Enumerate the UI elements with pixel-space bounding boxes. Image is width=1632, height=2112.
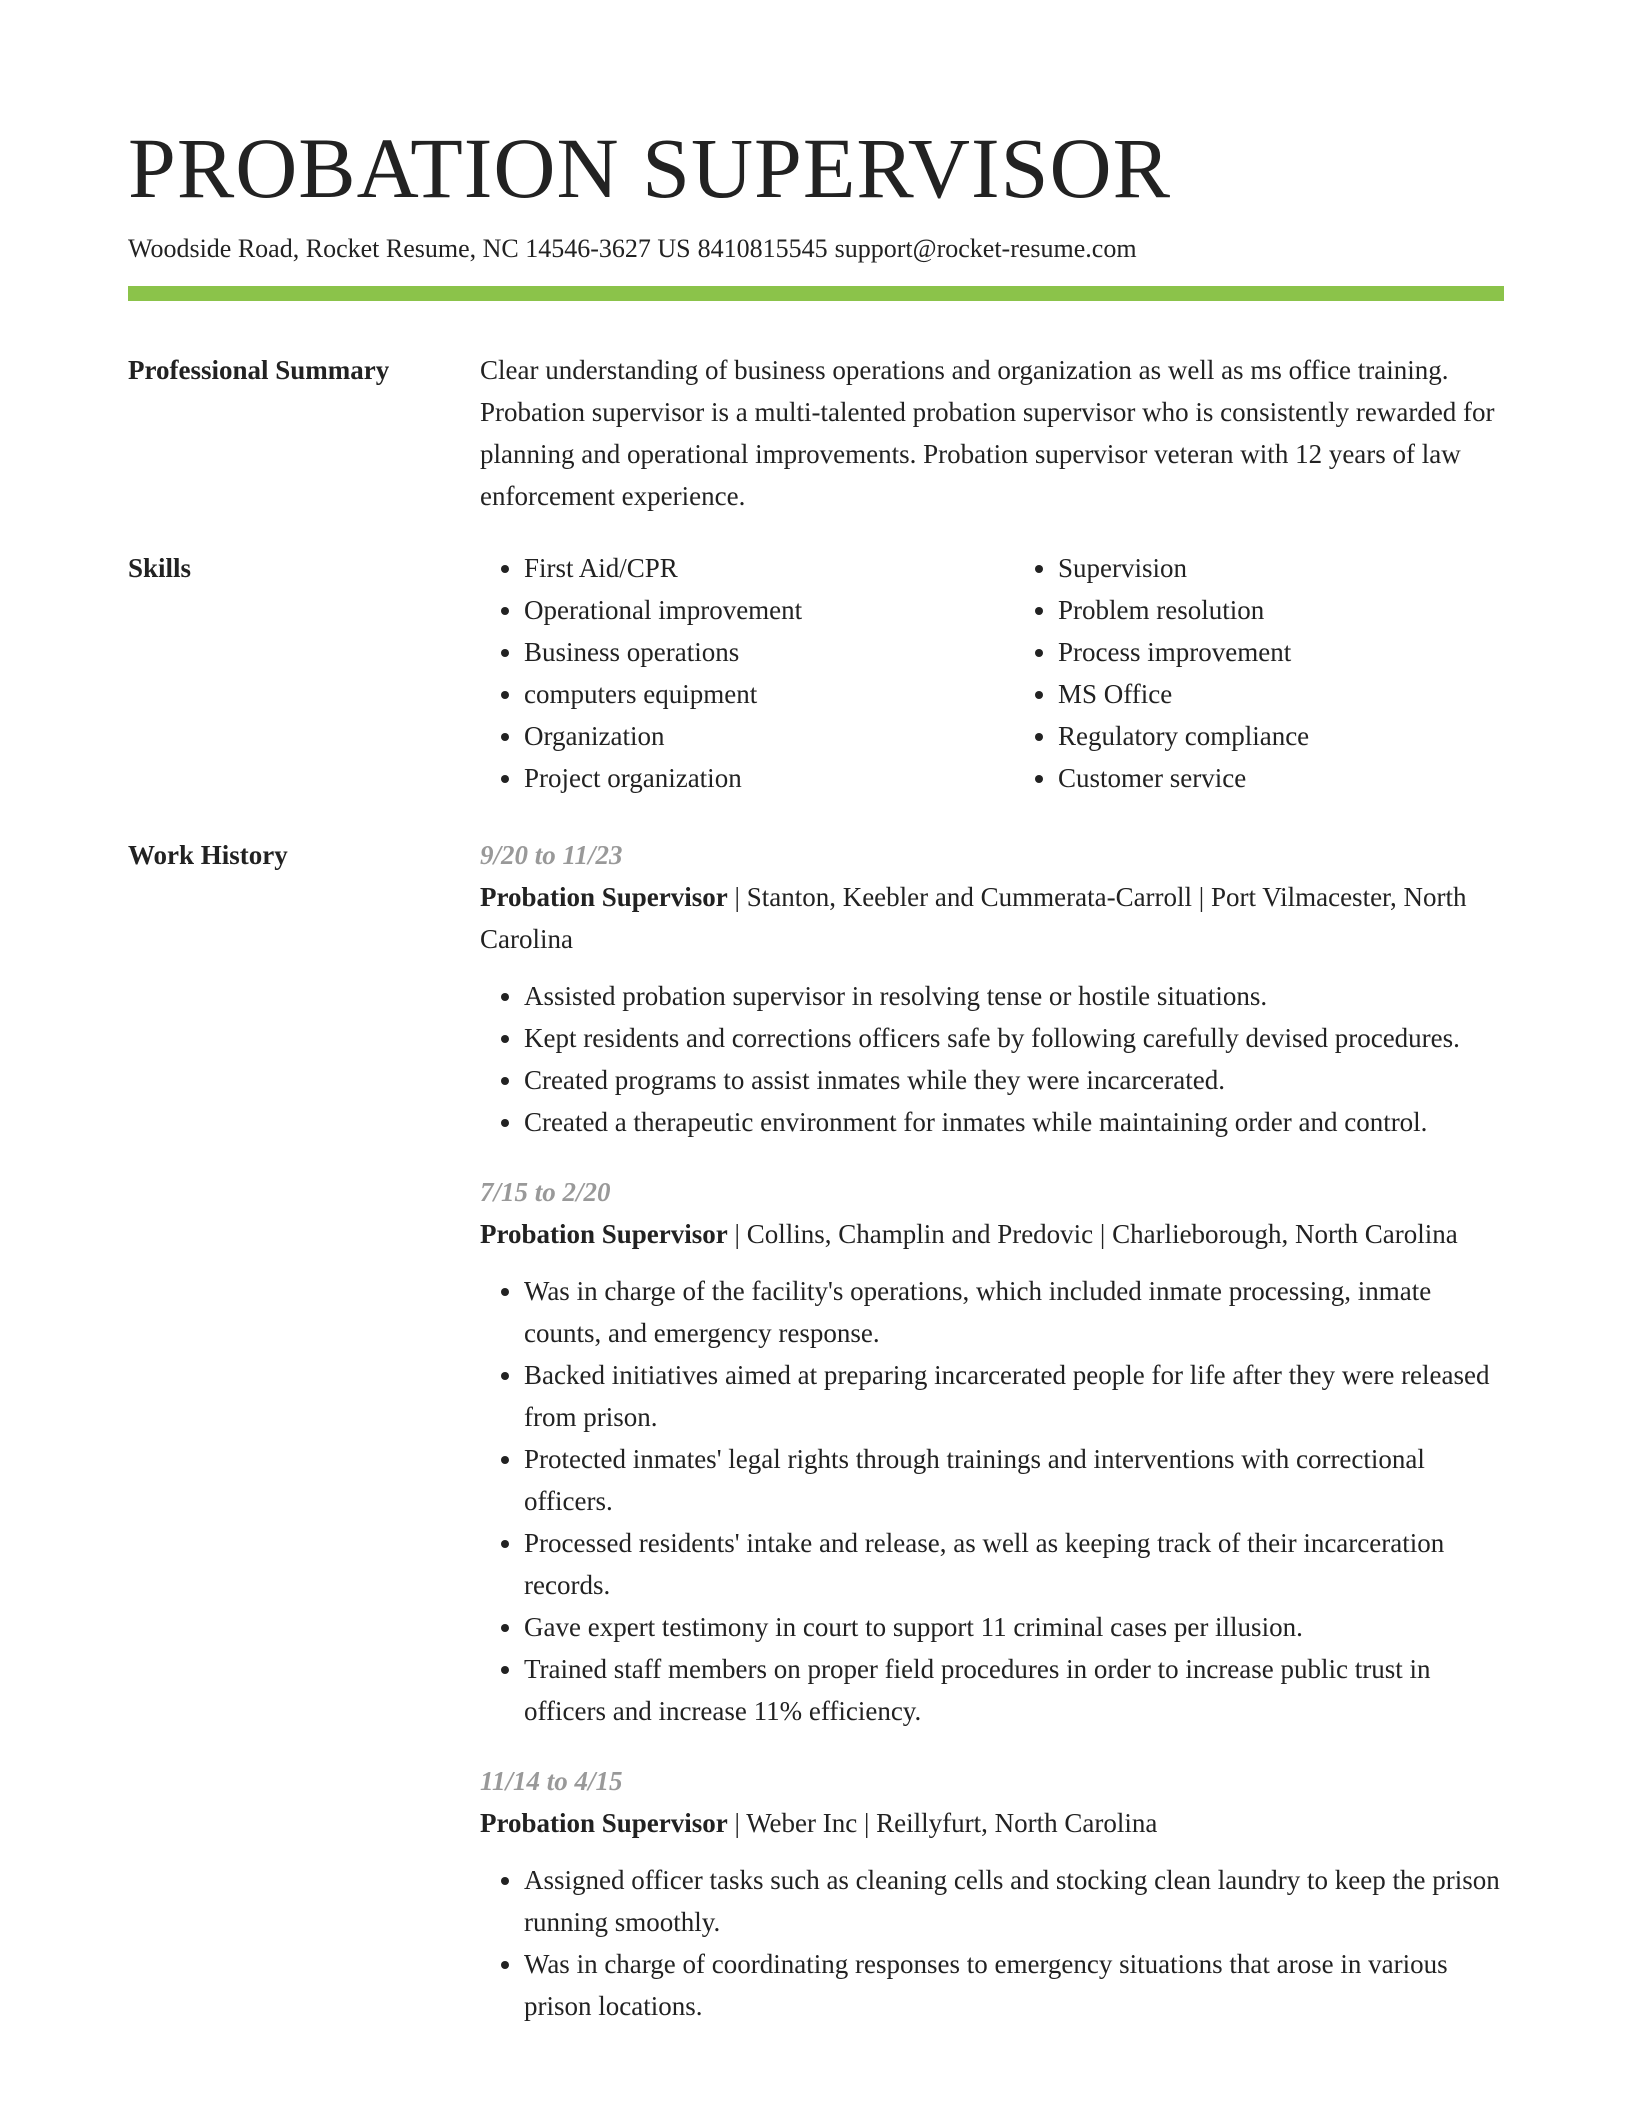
separator: |	[1099, 1219, 1106, 1249]
skills-label: Skills	[128, 553, 192, 583]
separator: |	[1198, 882, 1205, 912]
skill-item: • MS Office	[1058, 673, 1504, 715]
skill-item: • computers equipment	[524, 673, 970, 715]
job-bullets	[480, 1270, 1504, 1732]
header-divider	[128, 286, 1504, 301]
job-title: Probation Supervisor	[480, 1219, 728, 1249]
summary-label: Professional Summary	[128, 355, 390, 385]
skill-item: • First Aid/CPR	[524, 547, 970, 589]
skills-list-left	[480, 547, 970, 799]
job-entry	[480, 1760, 1504, 2027]
job-location: Charlieborough, North Carolina	[1112, 1219, 1458, 1249]
skill-item: • Customer service	[1058, 757, 1504, 799]
skill-item: • Regulatory compliance	[1058, 715, 1504, 757]
job-entry	[480, 1171, 1504, 1732]
job-heading	[480, 1802, 1504, 1844]
job-dates: 9/20 to 11/23	[480, 840, 623, 870]
skill-item: • Project organization	[524, 757, 970, 799]
job-location: Port Vilmacester, North Carolina	[480, 882, 1467, 954]
job-bullet: • Was in charge of the facility's operations, which included inmate processing, inmate counts, and emergency response.	[524, 1270, 1504, 1354]
job-location: Reillyfurt, North Carolina	[876, 1808, 1158, 1838]
skill-item: • Business operations	[524, 631, 970, 673]
job-bullet: • Kept residents and corrections officers safe by following carefully devised procedures.	[524, 1017, 1504, 1059]
job-bullet: • Backed initiatives aimed at preparing incarcerated people for life after they were released from prison.	[524, 1354, 1504, 1438]
job-heading	[480, 876, 1504, 960]
job-bullet: • Gave expert testimony in court to support 11 criminal cases per illusion.	[524, 1606, 1504, 1648]
contact-line	[128, 230, 1137, 268]
skill-item: • Operational improvement	[524, 589, 970, 631]
skill-item: • Organization	[524, 715, 970, 757]
job-bullets	[480, 975, 1504, 1143]
job-bullets	[480, 1859, 1504, 2027]
separator: |	[734, 1808, 740, 1838]
job-bullet: • Created a therapeutic environment for inmates while maintaining order and control.	[524, 1101, 1504, 1143]
job-bullet: • Assisted probation supervisor in resolving tense or hostile situations.	[524, 975, 1504, 1017]
job-bullet: • Protected inmates' legal rights through trainings and interventions with correctional officers.	[524, 1438, 1504, 1522]
page-title: PROBATION SUPERVISOR	[128, 120, 1171, 216]
job-entry	[480, 834, 1504, 1143]
job-company: Collins, Champlin and Predovic	[746, 1219, 1094, 1249]
work-history-body	[480, 834, 1504, 2055]
contact-email: support@rocket-resume.com	[834, 234, 1137, 263]
separator: |	[734, 1219, 740, 1249]
separator: |	[734, 882, 740, 912]
job-company: Stanton, Keebler and Cummerata-Carroll	[746, 882, 1193, 912]
job-bullet: • Assigned officer tasks such as cleaning cells and stocking clean laundry to keep the prison running smoothly.	[524, 1859, 1504, 1943]
skill-item: • Problem resolution	[1058, 589, 1504, 631]
work-history-label: Work History	[128, 840, 288, 870]
job-company: Weber Inc	[746, 1808, 858, 1838]
job-bullet: • Was in charge of coordinating responses to emergency situations that arose in various prison locations.	[524, 1943, 1504, 2027]
job-bullet: • Processed residents' intake and release, as well as keeping track of their incarceration records.	[524, 1522, 1504, 1606]
skill-item: • Process improvement	[1058, 631, 1504, 673]
job-title: Probation Supervisor	[480, 882, 728, 912]
job-dates: 11/14 to 4/15	[480, 1766, 623, 1796]
summary-text: Clear understanding of business operations and organization as well as ms office training. Probation supervisor is a multi-talented probation supervisor who is consistently rewarded for planning and operational improvements. Probation supervisor veteran with 12 years of law enforcement experience.	[480, 355, 1495, 511]
separator: |	[863, 1808, 870, 1838]
job-title: Probation Supervisor	[480, 1808, 728, 1838]
contact-phone: 8410815545	[697, 234, 828, 263]
contact-address: Woodside Road, Rocket Resume, NC 14546-3627 US	[128, 234, 691, 263]
summary-body	[480, 349, 1504, 517]
job-heading	[480, 1213, 1504, 1255]
job-dates: 7/15 to 2/20	[480, 1177, 611, 1207]
skill-item: • Supervision	[1058, 547, 1504, 589]
skills-body	[480, 547, 1504, 799]
job-bullet: • Created programs to assist inmates while they were incarcerated.	[524, 1059, 1504, 1101]
job-bullet: • Trained staff members on proper field procedures in order to increase public trust in officers and increase 11% efficiency.	[524, 1648, 1504, 1732]
skills-list-right	[1014, 547, 1504, 799]
